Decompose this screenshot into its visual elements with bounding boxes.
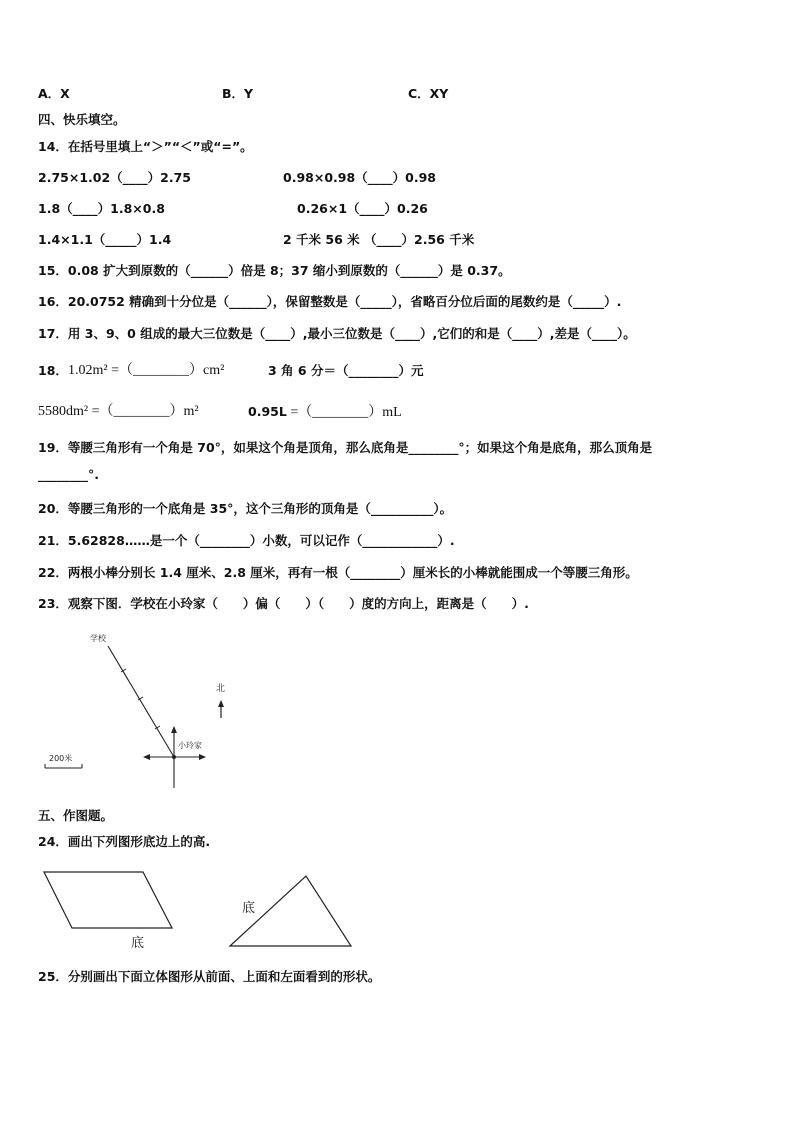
parallelogram-figure bbox=[44, 872, 172, 951]
axis-arrow-up bbox=[171, 726, 177, 733]
q18-volume-rest: =（________）mL bbox=[286, 405, 402, 420]
home-point bbox=[172, 755, 176, 759]
q18-number: 18． bbox=[38, 363, 68, 378]
question-23: 23．观察下图．学校在小玲家（ ）偏（ ）（ ）度的方向上，距离是（ ）. bbox=[38, 596, 529, 611]
q14-r2c1: 1.8（____）1.8×0.8 bbox=[38, 201, 165, 216]
map-scale-label: 200米 bbox=[49, 754, 73, 763]
q18-area-conversion: 1.02m² =（________）cm² bbox=[68, 363, 225, 378]
choice-c: C．XY bbox=[408, 86, 449, 101]
triangle-base-label: 底 bbox=[242, 901, 256, 916]
q18-dm2-conversion: 5580dm² =（________）m² bbox=[38, 404, 199, 419]
axis-arrow-left bbox=[143, 754, 150, 760]
question-21: 21．5.62828……是一个（________）小数，可以记作（____________）. bbox=[38, 533, 455, 548]
question-19-line-1: 19．等腰三角形有一个角是 70°，如果这个角是顶角，那么底角是________°；如果这个角是底角，那么顶角是 bbox=[38, 440, 653, 455]
axis-arrow-right bbox=[199, 754, 206, 760]
direction-map-figure bbox=[45, 633, 225, 788]
section-heading-drawing: 五、作图题。 bbox=[38, 808, 114, 823]
q18-money-conversion: 3 角 6 分＝（________）元 bbox=[268, 363, 424, 378]
map-home-label: 小玲家 bbox=[178, 741, 202, 750]
q14-r1c2: 0.98×0.98（____）0.98 bbox=[283, 170, 436, 185]
question-16: 16．20.0752 精确到十分位是（______），保留整数是（_____），省略百分位后面的尾数约是（_____）. bbox=[38, 294, 622, 309]
map-school-label: 学校 bbox=[90, 634, 106, 643]
parallelogram-shape bbox=[44, 872, 172, 928]
question-24: 24．画出下列图形底边上的高. bbox=[38, 834, 211, 849]
q14-r1c1: 2.75×1.02（____）2.75 bbox=[38, 170, 191, 185]
section-heading-fill-blank: 四、快乐填空。 bbox=[38, 112, 126, 127]
q18-volume-number: 0.95L bbox=[248, 404, 287, 419]
school-direction-line bbox=[108, 646, 174, 757]
triangle-figure bbox=[230, 876, 351, 946]
parallelogram-base-label: 底 bbox=[131, 936, 145, 951]
q14-r3c2: 2 千米 56 米 （____）2.56 千米 bbox=[283, 232, 475, 247]
north-arrow-icon bbox=[218, 700, 224, 707]
map-north-label: 北 bbox=[216, 684, 226, 694]
question-20: 20．等腰三角形的一个底角是 35°，这个三角形的顶角是（__________）。 bbox=[38, 501, 453, 516]
q14-r3c1: 1.4×1.1（_____）1.4 bbox=[38, 232, 172, 247]
question-15: 15．0.08 扩大到原数的（______）倍是 8；37 缩小到原数的（______）是 0.37。 bbox=[38, 263, 511, 278]
choice-a: A．X bbox=[38, 86, 70, 101]
q14-r2c2: 0.26×1（____）0.26 bbox=[297, 201, 428, 216]
question-25: 25．分别画出下面立体图形从前面、上面和左面看到的形状。 bbox=[38, 969, 381, 984]
question-19-line-2: ________°. bbox=[38, 467, 99, 482]
choice-b: B．Y bbox=[222, 86, 254, 101]
question-17: 17．用 3、9、0 组成的最大三位数是（____）,最小三位数是（____）,它们的和是（____）,差是（____）。 bbox=[38, 326, 636, 341]
question-22: 22．两根小棒分别长 1.4 厘米、2.8 厘米，再有一根（________）厘米长的小棒就能围成一个等腰三角形。 bbox=[38, 565, 638, 580]
question-14: 14．在括号里填上“＞”“＜”或“=”。 bbox=[38, 139, 253, 154]
